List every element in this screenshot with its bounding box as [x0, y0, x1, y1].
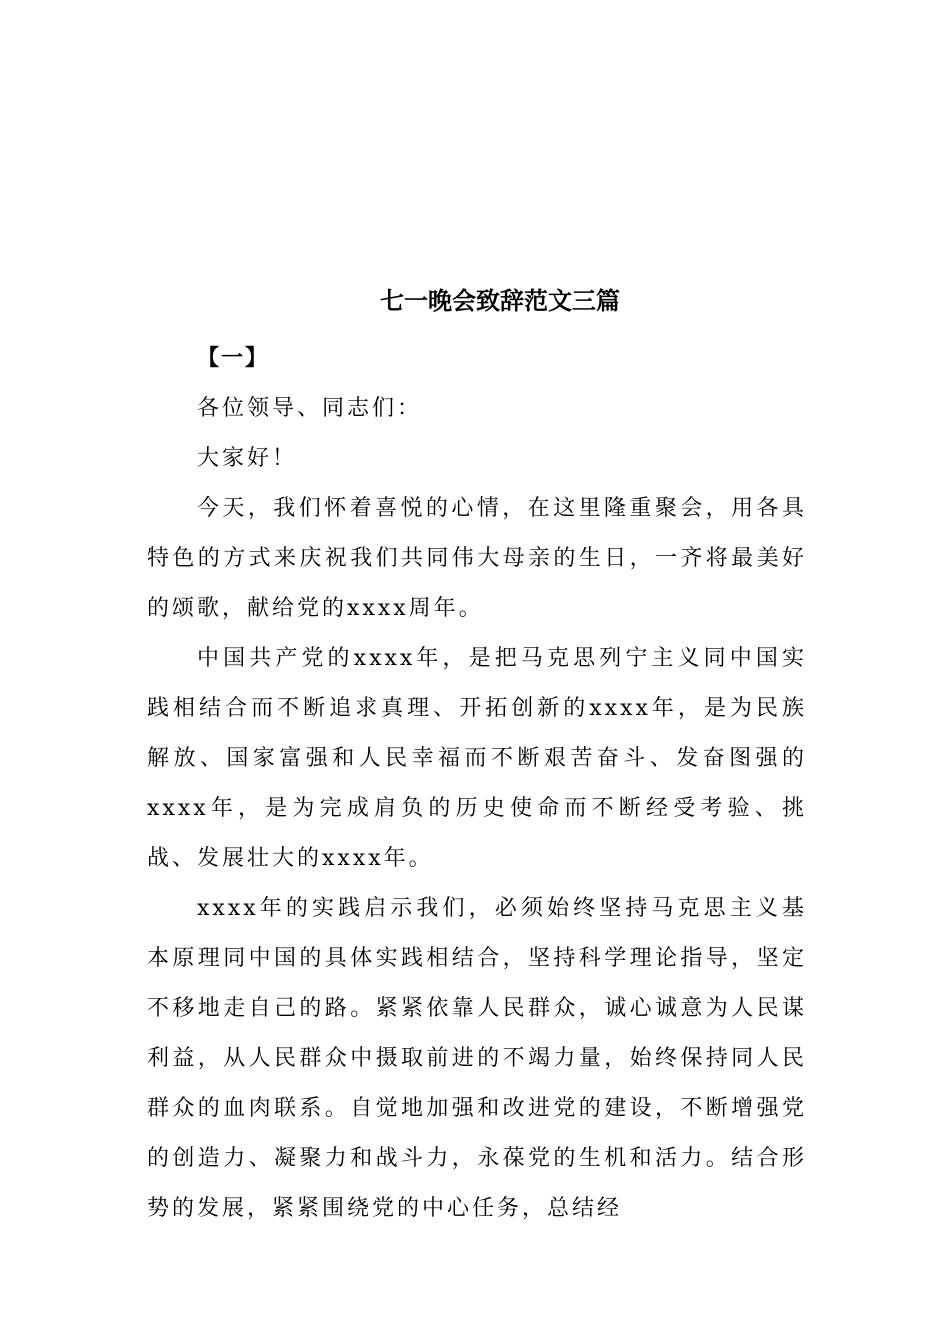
document-title: 七一晚会致辞范文三篇 — [380, 287, 620, 315]
document-body — [147, 334, 807, 1234]
body-paragraph: 中国共产党的xxxx年，是把马克思列宁主义同中国实践相结合而不断追求真理、开拓创新的xxxx年，是为民族解放、国家富强和人民幸福而不断艰苦奋斗、发奋图强的xxxx年，是为完成肩负的历史使命而不断经受考验、挑战、发展壮大的xxxx年。 — [147, 646, 807, 871]
salutation-paragraph: 各位领导、同志们： — [197, 396, 423, 421]
greeting-paragraph: 大家好！ — [197, 446, 298, 471]
section-label: 【一】 — [197, 346, 270, 371]
body-paragraph: xxxx年的实践启示我们，必须始终坚持马克思主义基本原理同中国的具体实践相结合，坚持科学理论指导，坚定不移地走自己的路。紧紧依靠人民群众，诚心诚意为人民谋利益，从人民群众中摄取前进的不竭力量，始终保持同人民群众的血肉联系。自觉地加强和改进党的建设，不断增强党的创造力、凝聚力和战斗力，永葆党的生机和活力。结合形势的发展，紧紧围绕党的中心任务，总结经 — [147, 896, 807, 1221]
body-paragraph: 今天，我们怀着喜悦的心情，在这里隆重聚会，用各具特色的方式来庆祝我们共同伟大母亲的生日，一齐将最美好的颂歌，献给党的xxxx周年。 — [147, 496, 807, 621]
